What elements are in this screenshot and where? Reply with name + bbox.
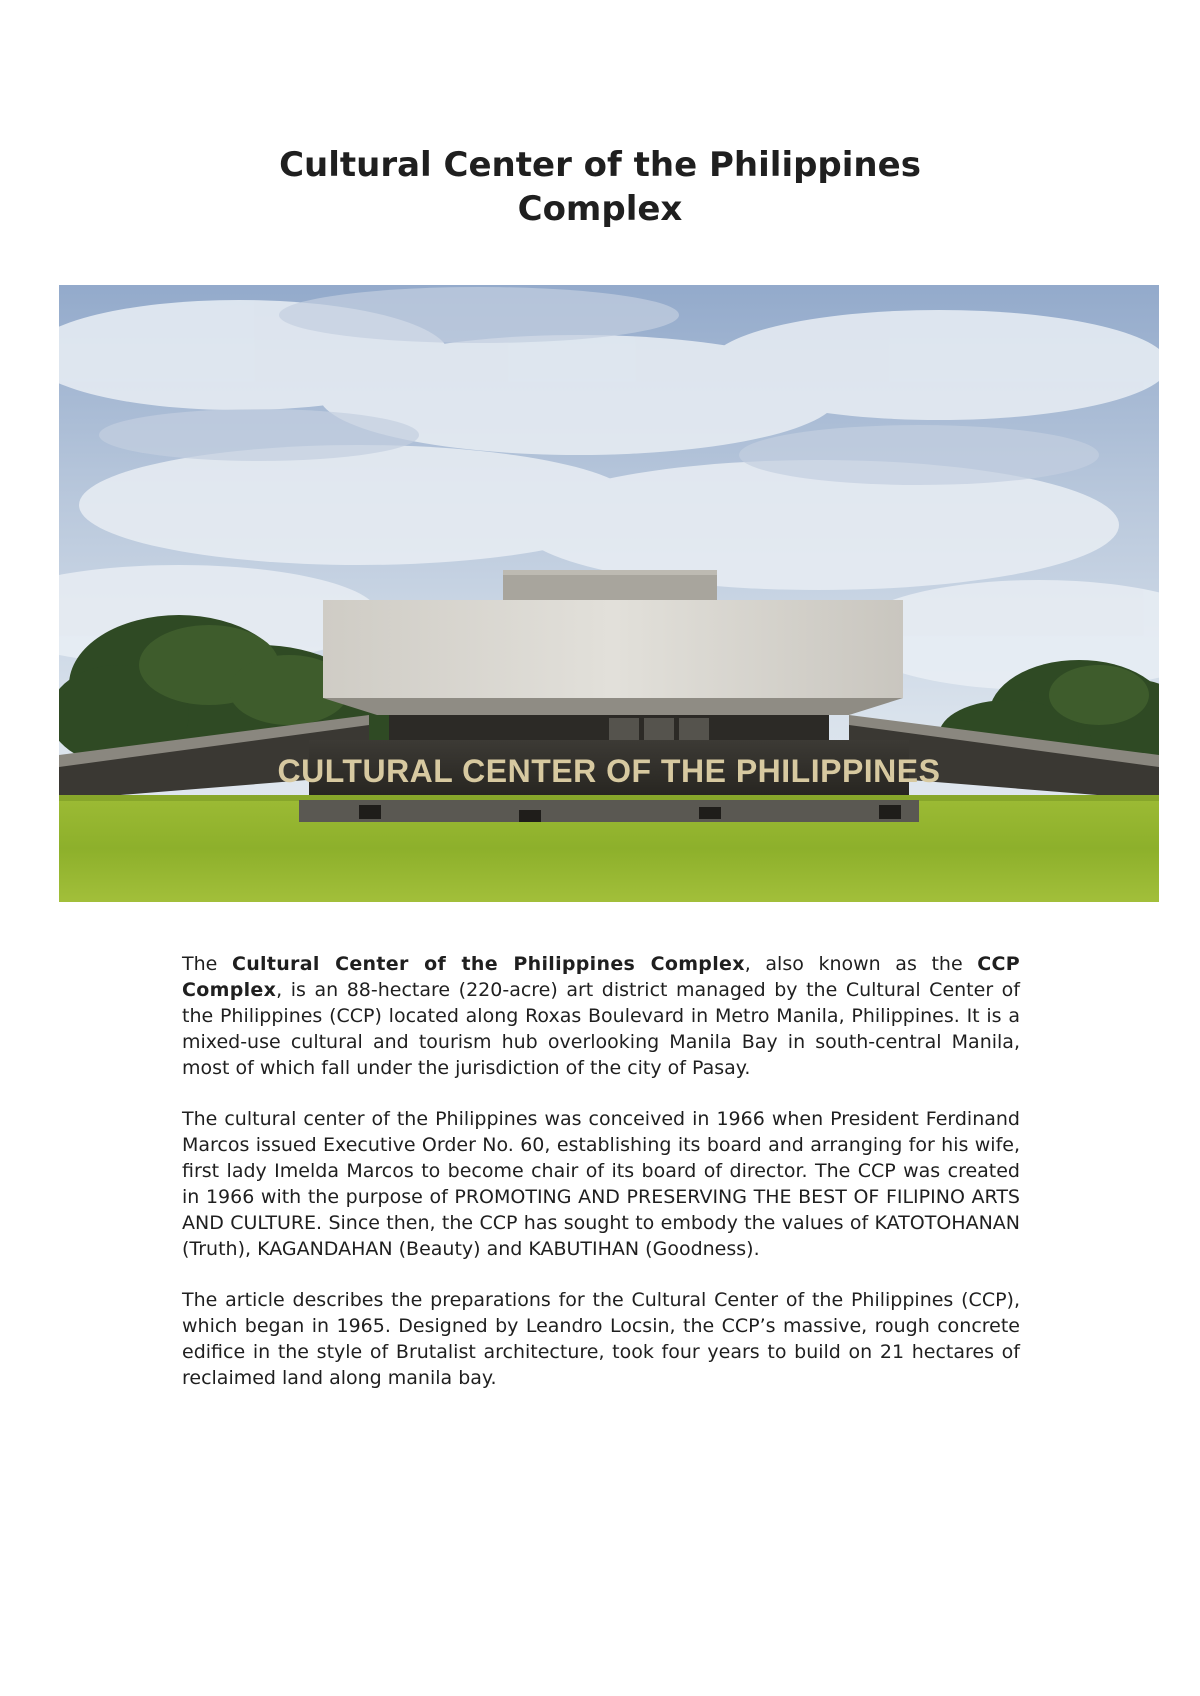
title-line-2: Complex (517, 189, 683, 229)
title-line-1: Cultural Center of the Philippines (279, 145, 921, 185)
paragraph-1 (182, 951, 1020, 1081)
paragraph-3: The article describes the preparations for the Cultural Center of the Philippines (CCP), which began in 1965. Designed by Leandro Locsin, the CCP’s massive, rough concrete edifice in the style of Brutalist architecture, took four years to build on 21 hectares of reclaimed land along manila bay. (182, 1289, 1020, 1389)
p1-text-start: The (182, 953, 232, 975)
p1-bold-complex-name: Cultural Center of the Philippines Complex (231, 953, 745, 975)
article-body (182, 951, 1020, 1416)
paragraph-2: The cultural center of the Philippines was conceived in 1966 when President Ferdinand Marcos issued Executive Order No. 60, establishing its board and arranging for his wife, first lady Imelda Marcos to become chair of its board of director. The CCP was created in 1966 with the purpose of PROMOTING AND PRESERVING THE BEST OF FILIPINO ARTS AND CULTURE. Since then, the CCP has sought to embody the values of KATOTOHANAN (Truth), KAGANDAHAN (Beauty) and KABUTIHAN (Goodness). (182, 1108, 1020, 1260)
page-title (0, 143, 1200, 231)
photo-sign-text: CULTURAL CENTER OF THE PHILIPPINES (277, 753, 941, 789)
ccp-building-photo (59, 285, 1159, 902)
p1-text-middle: , also known as the (744, 953, 978, 975)
p1-text-end: , is an 88-hectare (220-acre) art district managed by the Cultural Center of the Philippines (CCP) located along Roxas Boulevard in Metro Manila, Philippines. It is a mixed-use cultural and tourism hub overlooking Manila Bay in south-central Manila, most of which fall under the jurisdiction of the city of Pasay. (182, 979, 1020, 1079)
p1-bold-ccp-complex: CCP Complex (182, 953, 1020, 1001)
